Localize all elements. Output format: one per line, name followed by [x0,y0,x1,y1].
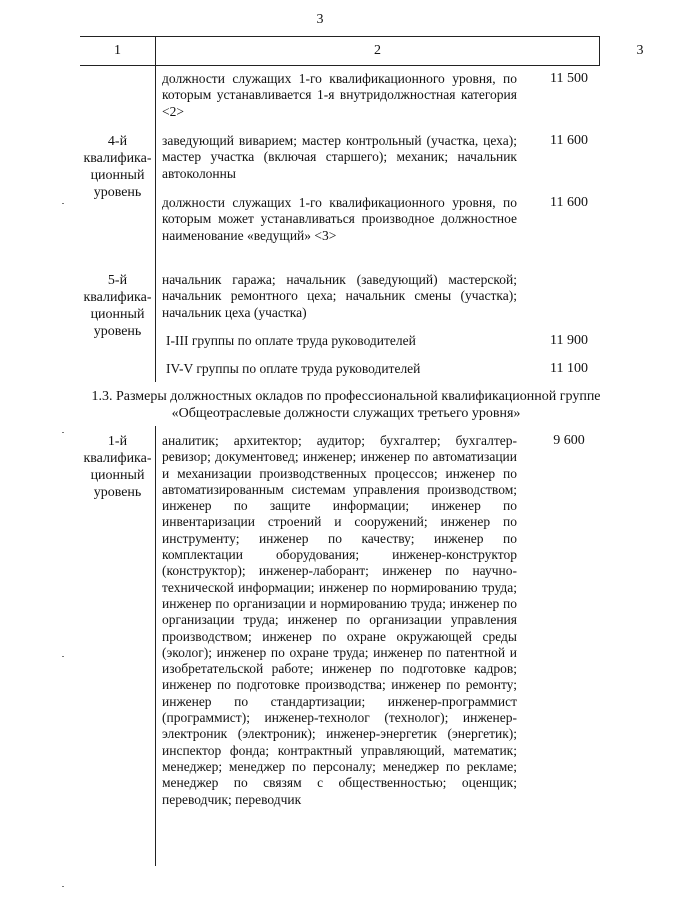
table-row-desc: аналитик; архитектор; аудитор; бухгалтер; бухгалтер-ревизор; документовед; инженер; инженер по автоматизации и механизации производственных процессов; инженер по автоматизированным системам управления производством; инженер по защите информации; инженер по инвентаризации строений и сооружений; инженер по инструменту; инженер по качеству; инженер по комплектации оборудования; инженер-конструктор (конструктор); инженер-лаборант; инженер по научно-технической информации; инженер по нормированию труда; инженер по организации и нормированию труда; инженер по организации труда; инженер по организации управления производством; инженер по охране окружающей среды (эколог); инженер по охране труда; инженер по патентной и изобретательской работе; инженер по подготовке кадров; инженер по подготовке производства; инженер по ремонту; инженер по стандартизации; инженер-программист (программист); инженер-технолог (технолог); инженер-электроник (электроник); инженер-энергетик (энергетик); инспектор фонда; контрактный управляющий, математик; менеджер; менеджер по персоналу; менеджер по рекламе; менеджер по связям с общественностью; оценщик; переводчик; переводчик [162,433,517,807]
column-divider-left-lower [155,426,156,866]
scan-mark [62,886,64,887]
table-row-salary: 11 600 [550,133,588,148]
table-row-desc: должности служащих 1-го квалификационного уровня, по которым может устанавливаться производное должностное наименование «ведущий» <3> [162,195,517,243]
table-row-salary: 9 600 [553,433,585,448]
table-row-desc: должности служащих 1-го квалификационного уровня, по которым устанавливается 1-я внутридолжностная категория <2> [162,71,517,119]
column-divider-left [155,64,156,382]
section-title: 1.3. Размеры должностных окладов по профессиональной квалификационной группе «Общеотраслевые должности служащих третьего уровня» [91,389,601,421]
header-col-3: 3 [636,43,644,58]
scan-mark [62,656,64,657]
table-row-desc: начальник гаража; начальник (заведующий) мастерской; начальник ремонтного цеха; начальник смены (участка); начальник цеха (участка) [162,272,517,320]
level-label: 1-й квалифика- ционный уровень [83,434,152,500]
table-row-desc: IV-V группы по оплате труда руководителей [166,361,421,376]
header-col-2: 2 [155,37,600,65]
table-row-salary: 11 500 [550,71,588,86]
page-number: 3 [316,12,324,27]
level-label: 5-й квалифика- ционный уровень [83,273,152,339]
table-row-salary: 11 600 [550,195,588,210]
level-label: 4-й квалифика- ционный уровень [83,134,152,200]
table-row-desc: заведующий виварием; мастер контрольный (участка, цеха); мастер участка (включая старшего); механик; начальник автоколонны [162,133,517,181]
scan-mark [62,432,64,433]
table-row-desc: I-III группы по оплате труда руководителей [166,333,416,348]
scan-mark [62,203,64,204]
table-row-salary: 11 900 [550,333,588,348]
header-col-1: 1 [114,43,121,58]
table-header [80,36,644,66]
table-row-salary: 11 100 [550,361,588,376]
